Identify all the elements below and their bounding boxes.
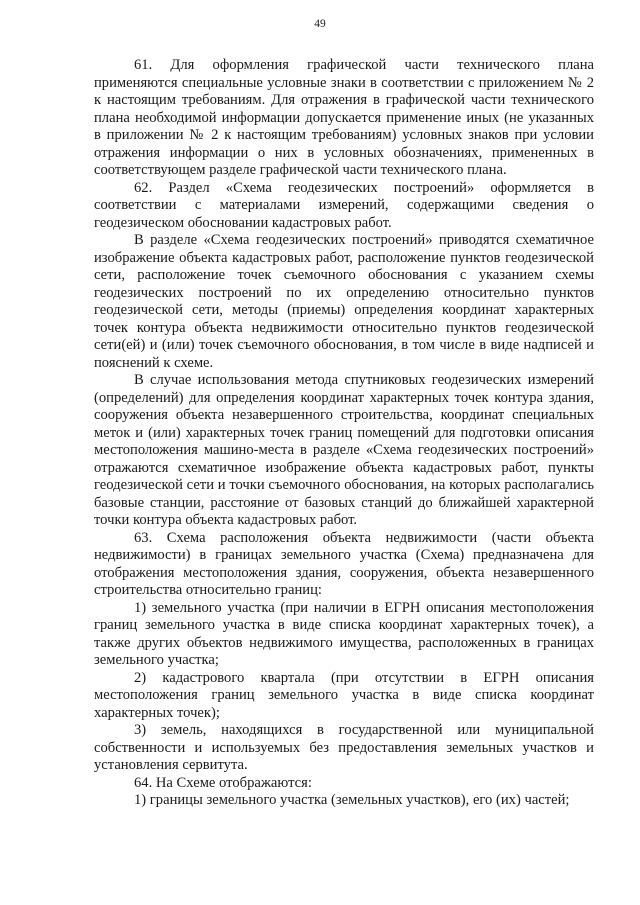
paragraph-62: 62. Раздел «Схема геодезических построений» оформляется в соответствии с материалами измерений, содержащими сведения о геодезическом обосновании кадастровых работ. — [94, 179, 594, 231]
list-item-63-2: 2) кадастрового квартала (при отсутствии в ЕГРН описания местоположения границ земельного участка в виде списка координат характерных точек); — [94, 669, 594, 721]
list-item-63-1: 1) земельного участка (при наличии в ЕГРН описания местоположения границ земельного участка в виде списка координат характерных точек), а также других объектов недвижимого имущества, расположенных в границах земельного участка; — [94, 599, 594, 668]
page-number: 49 — [314, 18, 326, 30]
paragraph-62-satellite-method: В случае использования метода спутниковых геодезических измерений (определений) для определения координат характерных точек контура здания, сооружения объекта незавершенного строительства, координат специальных меток и (или) характерных точек границ помещений для подготовки описания местоположения машино-места в разделе «Схема геодезических построений» отражаются схематичное изображение объекта кадастровых работ, пункты геодезической сети и точки съемочного обоснования, на которых располагались базовые станции, расстояние от базовых станций до ближайшей характерной точки контура объекта кадастровых работ. — [94, 372, 594, 528]
document-body — [94, 57, 594, 810]
paragraph-62-scheme-contents: В разделе «Схема геодезических построений» приводятся схематичное изображение объекта кадастровых работ, расположение пунктов геодезической сети, расположение точек съемочного обоснования с указанием схемы геодезических построений по их определению относительно пунктов геодезической сети, методы (приемы) определения координат характерных точек контура объекта недвижимости относительно пунктов геодезической сети(ей) и (или) точек съемочного обоснования, в том числе в виде надписей и пояснений к схеме. — [94, 232, 594, 371]
paragraph-61: 61. Для оформления графической части технического плана применяются специальные условные знаки в соответствии с приложением № 2 к настоящим требованиям. Для отражения в графической части технического плана необходимой информации допускается применение иных (не указанных в приложении № 2 к настоящим требованиям) условных знаков при условии отражения информации о них в условных обозначениях, примененных в соответствующем разделе графической части технического плана. — [94, 57, 594, 178]
paragraph-64: 64. На Схеме отображаются: — [134, 774, 312, 791]
list-item-63-3: 3) земель, находящихся в государственной или муниципальной собственности и используемых без предоставления земельных участков и установления сервитута. — [94, 722, 594, 773]
list-item-64-1: 1) границы земельного участка (земельных участков), его (их) частей; — [134, 792, 570, 808]
paragraph-63: 63. Схема расположения объекта недвижимости (части объекта недвижимости) в границах земельного участка (Схема) предназначена для отображения местоположения здания, сооружения, объекта незавершенного строительства относительно границ: — [94, 529, 594, 598]
